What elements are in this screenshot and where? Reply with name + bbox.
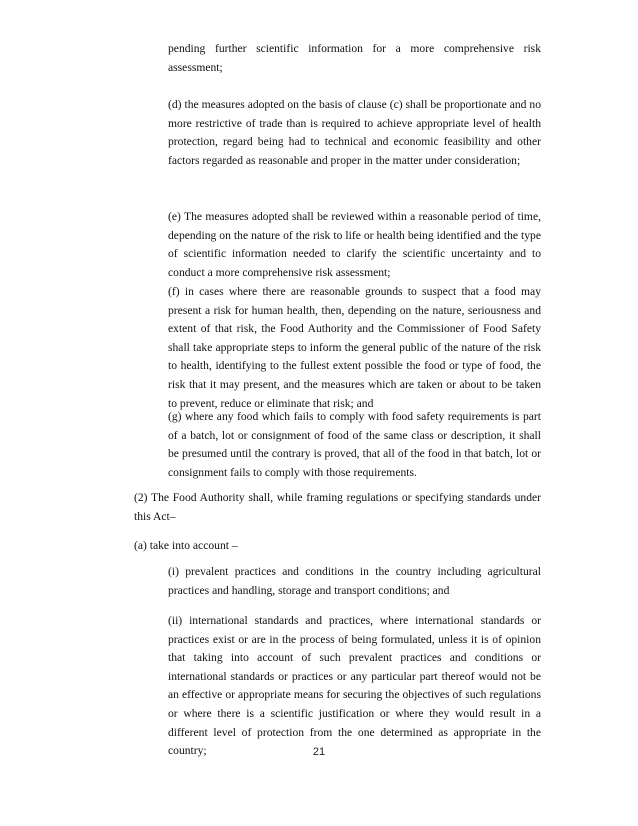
- paragraph-subclause-i: (i) prevalent practices and conditions in the country including agricultural practices and handling, storage and transport conditions; and: [168, 565, 541, 597]
- paragraph-clause-a: (a) take into account –: [134, 539, 238, 552]
- paragraph-subsection-2: (2) The Food Authority shall, while framing regulations or specifying standards under this Act–: [134, 491, 541, 523]
- page-number: 21: [312, 746, 326, 758]
- paragraph-continuation: pending further scientific information for a more comprehensive risk assessment;: [168, 42, 541, 74]
- paragraph-subclause-ii: (ii) international standards and practices, where international standards or practices exist or are in the process of being formulated, unless it is of opinion that taking into account of such prevalent practices and conditions or international standards or practices or any particular part thereof would not be an effective or appropriate means for securing the objectives of such regulations or where there is a scientific justification or where they would result in a different level of protection from the one determined as appropriate in the country;: [168, 614, 541, 758]
- paragraph-clause-d: (d) the measures adopted on the basis of clause (c) shall be proportionate and no more restrictive of trade than is required to achieve appropriate level of health protection, regard being had to technical and economic feasibility and other factors regarded as reasonable and proper in the matter under consideration;: [168, 98, 541, 167]
- paragraph-clause-f: (f) in cases where there are reasonable grounds to suspect that a food may present a risk for human health, then, depending on the nature, seriousness and extent of that risk, the Food Authority and the Commissioner of Food Safety shall take appropriate steps to inform the general public of the nature of the risk to health, identifying to the fullest extent possible the food or type of food, the risk that it may present, and the measures which are taken or about to be taken to prevent, reduce or eliminate that risk; and: [168, 285, 541, 410]
- paragraph-clause-e: (e) The measures adopted shall be reviewed within a reasonable period of time, depending on the nature of the risk to life or health being identified and the type of scientific information needed to clarify the scientific uncertainty and to conduct a more comprehensive risk assessment;: [168, 210, 541, 279]
- paragraph-clause-g: (g) where any food which fails to comply with food safety requirements is part of a batch, lot or consignment of food of the same class or description, it shall be presumed until the contrary is proved, that all of the food in that batch, lot or consignment fails to comply with those requirements.: [168, 410, 541, 479]
